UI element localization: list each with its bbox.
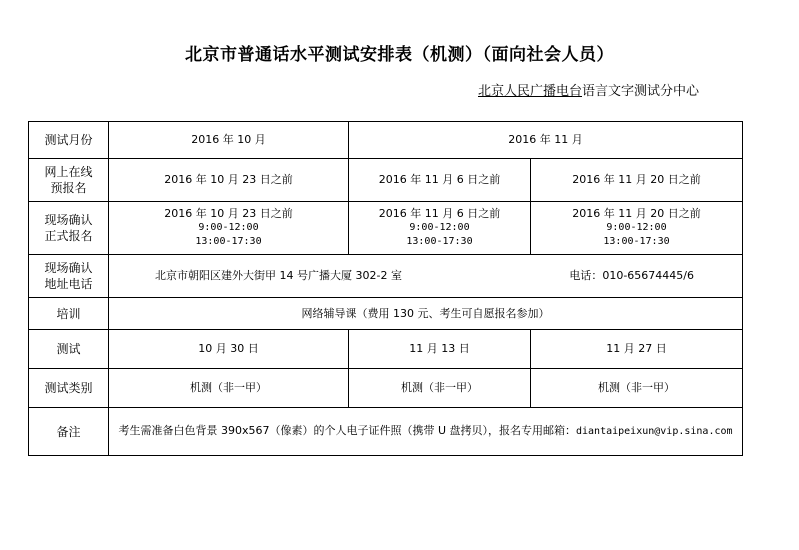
cell-month-oct: 2016 年 10 月	[109, 122, 349, 159]
label-line: 正式报名	[44, 229, 93, 243]
confirm-time-pm: 13:00-17:30	[406, 236, 473, 247]
confirm-time-pm: 13:00-17:30	[603, 236, 670, 247]
address-text: 北京市朝阳区建外大街甲 14 号广播大厦 302-2 室	[155, 269, 402, 282]
table-row-online-registration	[29, 159, 743, 202]
document-title: 北京市普通话水平测试安排表（机测）（面向社会人员）	[185, 45, 614, 65]
label-line: 现场确认	[44, 213, 93, 227]
phone-text: 电话：010-65674445/6	[569, 269, 695, 282]
cell-online-2: 2016 年 11 月 6 日之前	[349, 159, 531, 202]
cell-month-nov: 2016 年 11 月	[349, 122, 743, 159]
cell-online-3: 2016 年 11 月 20 日之前	[531, 159, 743, 202]
table-row-address	[29, 255, 743, 298]
table-row-onsite-confirmation	[29, 202, 743, 255]
notes-text: 考生需准备白色背景 390x567（像素）的个人电子证件照（携带 U 盘拷贝），报名专用邮箱：	[118, 424, 576, 437]
cell-test-1: 10 月 30 日	[109, 330, 349, 369]
label-address-phone	[29, 255, 109, 298]
cell-notes	[109, 408, 743, 456]
cell-confirm-2	[349, 202, 531, 255]
confirm-time-pm: 13:00-17:30	[195, 236, 262, 247]
table-row-test-type	[29, 369, 743, 408]
label-onsite-confirmation	[29, 202, 109, 255]
cell-type-1: 机测（非一甲）	[109, 369, 349, 408]
notes-email: diantaipeixun@vip.sina.com	[576, 426, 733, 437]
label-test-type: 测试类别	[29, 369, 109, 408]
table-row-test-date	[29, 330, 743, 369]
label-test-month: 测试月份	[29, 122, 109, 159]
confirm-date: 2016 年 10 月 23 日之前	[164, 207, 293, 220]
cell-online-1: 2016 年 10 月 23 日之前	[109, 159, 349, 202]
cell-address	[109, 255, 743, 298]
cell-test-3: 11 月 27 日	[531, 330, 743, 369]
table-row-notes	[29, 408, 743, 456]
label-test: 测试	[29, 330, 109, 369]
label-line: 预报名	[50, 181, 87, 195]
subtitle-department: 语言文字测试分中心	[582, 84, 700, 99]
subtitle-organization: 北京人民广播电台	[478, 84, 583, 99]
confirm-time-am: 9:00-12:00	[198, 222, 259, 233]
cell-confirm-3	[531, 202, 743, 255]
document-subtitle	[478, 80, 699, 99]
table-row-month	[29, 122, 743, 159]
confirm-time-am: 9:00-12:00	[606, 222, 667, 233]
cell-type-3: 机测（非一甲）	[531, 369, 743, 408]
label-line: 地址电话	[44, 277, 93, 291]
confirm-date: 2016 年 11 月 6 日之前	[378, 207, 501, 220]
cell-type-2: 机测（非一甲）	[349, 369, 531, 408]
label-online-registration	[29, 159, 109, 202]
confirm-time-am: 9:00-12:00	[409, 222, 470, 233]
label-line: 现场确认	[44, 261, 93, 275]
confirm-date: 2016 年 11 月 20 日之前	[572, 207, 701, 220]
schedule-table	[28, 121, 743, 456]
label-notes: 备注	[29, 408, 109, 456]
label-training: 培训	[29, 298, 109, 330]
cell-confirm-1	[109, 202, 349, 255]
label-line: 网上在线	[44, 165, 93, 179]
cell-test-2: 11 月 13 日	[349, 330, 531, 369]
table-row-training	[29, 298, 743, 330]
cell-training: 网络辅导课（费用 130 元、考生可自愿报名参加）	[109, 298, 743, 330]
